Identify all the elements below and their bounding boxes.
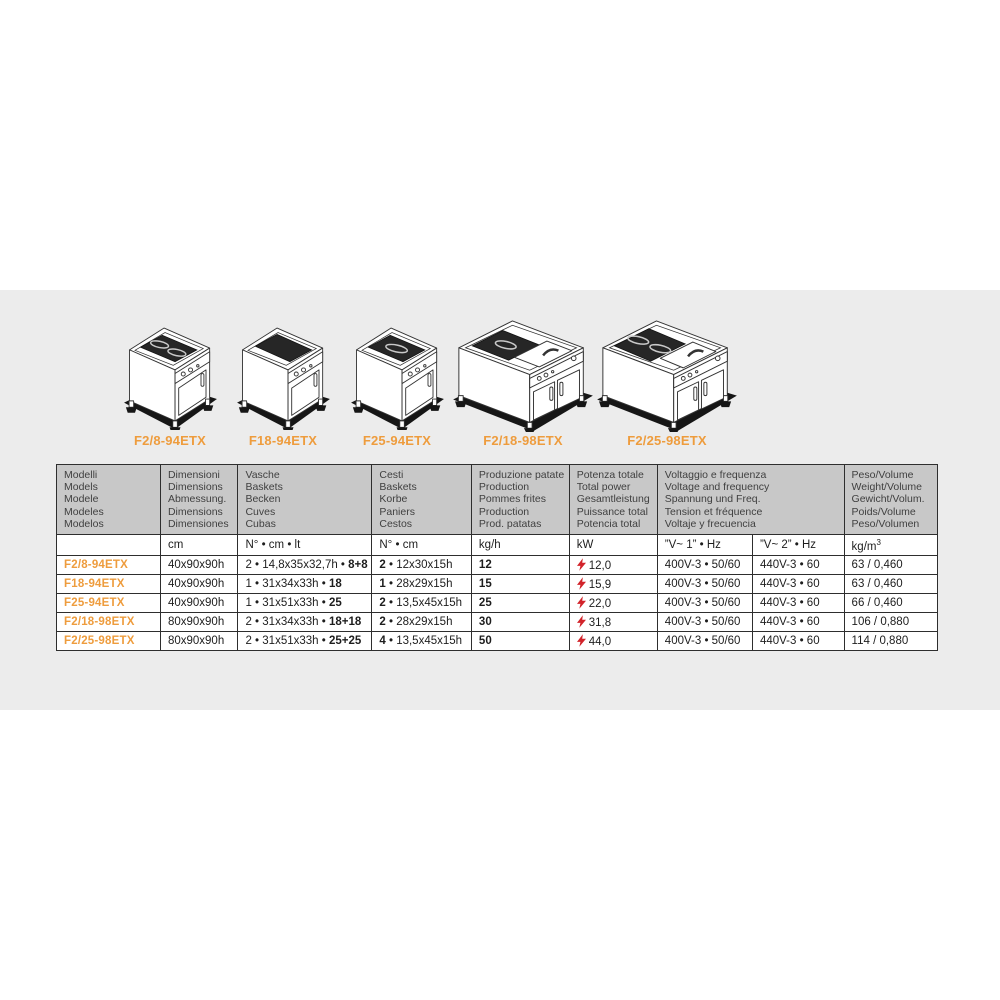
unit-v1: ”V~ 1” • Hz [657,535,752,556]
product-figure-f2-8-94etx [115,302,225,448]
product-figure-f2-25-98etx [594,298,740,448]
power-bolt-icon [577,596,586,609]
power-bolt-icon [577,634,586,647]
cell-dimensions: 40x90x90h [160,575,238,594]
cell-production: 15 [471,575,569,594]
unit-kgh: kg/h [471,535,569,556]
cell-baskets: 1 • 28x29x15h [372,575,472,594]
model-label: F2/8-94ETX [133,433,207,448]
cell-model: F18-94ETX [57,575,161,594]
cell-tanks: 1 • 31x51x33h • 25 [238,594,372,613]
header-dimensions: Dimensioni Dimensions Abmessung. Dimensions Dimensiones [160,465,238,535]
cell-dimensions: 80x90x90h [160,613,238,632]
unit-kgm3: $kg/m^3$ [844,535,937,556]
fryer-illustration-narrow-2baskets [118,308,223,430]
cell-power: 15,9 [569,575,657,594]
cell-tanks: 2 • 31x51x33h • 25+25 [238,632,372,651]
header-baskets: Cesti Baskets Korbe Paniers Cestos [372,465,472,535]
spec-row [57,575,938,594]
cell-model: F25-94ETX [57,594,161,613]
model-label: F2/18-98ETX [483,433,563,448]
cell-model: F2/18-98ETX [57,613,161,632]
cell-power: 22,0 [569,594,657,613]
cell-voltage-1: 400V-3 • 50/60 [657,613,752,632]
header-tanks: Vasche Baskets Becken Cuves Cubas [238,465,372,535]
spec-row [57,594,938,613]
cell-baskets: 2 • 13,5x45x15h [372,594,472,613]
table-header-row [57,465,938,535]
unit-baskets: N° • cm [372,535,472,556]
cell-baskets: 2 • 12x30x15h [372,556,472,575]
cell-baskets: 4 • 13,5x45x15h [372,632,472,651]
cell-voltage-1: 400V-3 • 50/60 [657,575,752,594]
model-label: F25-94ETX [362,433,432,448]
header-weight-volume: Peso/Volume Weight/Volume Gewicht/Volum. Poids/Volume Peso/Volumen [844,465,937,535]
fryer-illustration-wide [450,298,596,432]
unit-cm: cm [160,535,238,556]
spec-row [57,632,938,651]
unit-v2: ”V~ 2” • Hz [752,535,844,556]
cell-voltage-2: 440V-3 • 60 [752,575,844,594]
cell-production: 25 [471,594,569,613]
cell-voltage-2: 440V-3 • 60 [752,632,844,651]
header-models: Modelli Models Modele Modeles Modelos [57,465,161,535]
cell-voltage-1: 400V-3 • 50/60 [657,594,752,613]
cell-tanks: 2 • 14,8x35x32,7h • 8+8 [238,556,372,575]
unit-kw: kW [569,535,657,556]
cell-weight-volume: 66 / 0,460 [844,594,937,613]
header-total-power: Potenza totale Total power Gesamtleistung Puissance total Potencia total [569,465,657,535]
cell-model: F2/8-94ETX [57,556,161,575]
spec-row [57,613,938,632]
specification-table [56,464,938,651]
cell-weight-volume: 63 / 0,460 [844,556,937,575]
product-figure-f2-18-98etx [450,298,596,448]
cell-weight-volume: 63 / 0,460 [844,575,937,594]
cell-dimensions: 40x90x90h [160,594,238,613]
fryer-illustration-narrow-1basket [345,308,450,430]
product-figure-f18-94etx [228,302,338,448]
cell-weight-volume: 106 / 0,880 [844,613,937,632]
cell-power: 31,8 [569,613,657,632]
cell-power: 12,0 [569,556,657,575]
cell-voltage-1: 400V-3 • 50/60 [657,632,752,651]
product-figure-f25-94etx [342,302,452,448]
header-voltage-frequency: Voltaggio e frequenza Voltage and frequency Spannung und Freq. Tension et fréquence Voltaje y frecuencia [657,465,844,535]
cell-voltage-1: 400V-3 • 50/60 [657,556,752,575]
cell-tanks: 1 • 31x34x33h • 18 [238,575,372,594]
cell-model: F2/25-98ETX [57,632,161,651]
cell-voltage-2: 440V-3 • 60 [752,594,844,613]
header-production: Produzione patate Production Pommes frites Production Prod. patatas [471,465,569,535]
cell-power: 44,0 [569,632,657,651]
cell-production: 50 [471,632,569,651]
unit-tanks: N° • cm • lt [238,535,372,556]
cell-dimensions: 80x90x90h [160,632,238,651]
fryer-illustration-wide [594,298,740,432]
model-label: F2/25-98ETX [627,433,707,448]
cell-tanks: 2 • 31x34x33h • 18+18 [238,613,372,632]
spec-row [57,556,938,575]
power-bolt-icon [577,615,586,628]
cell-voltage-2: 440V-3 • 60 [752,556,844,575]
unit-model [57,535,161,556]
cell-production: 12 [471,556,569,575]
cell-baskets: 2 • 28x29x15h [372,613,472,632]
cell-dimensions: 40x90x90h [160,556,238,575]
fryer-illustration-narrow-1tank [231,308,336,430]
power-bolt-icon [577,577,586,590]
units-row [57,535,938,556]
model-label: F18-94ETX [248,433,318,448]
cell-weight-volume: 114 / 0,880 [844,632,937,651]
content-band [0,290,1000,710]
cell-voltage-2: 440V-3 • 60 [752,613,844,632]
power-bolt-icon [577,558,586,571]
cell-production: 30 [471,613,569,632]
